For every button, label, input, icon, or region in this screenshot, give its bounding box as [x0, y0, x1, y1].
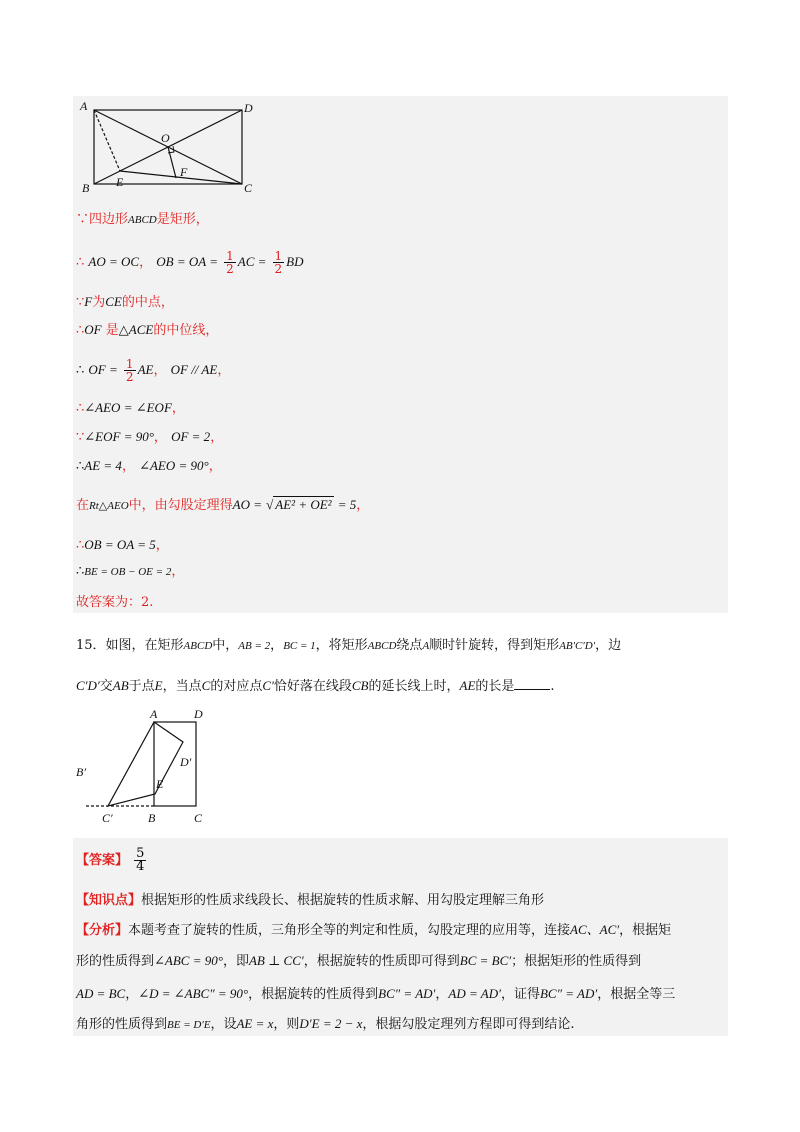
rect-ab-c-d-rotated: [108, 722, 183, 806]
solution-line-9: 在Rt△AEO中，由勾股定理得AO = √ AE² + OE² = 5，: [76, 497, 370, 513]
question-line-2: C′D′交AB于点E，当点C的对应点C′恰好落在线段CB的延长线上时，AE的长是 .: [76, 678, 555, 694]
figure-rectangle-diagonals: [76, 98, 266, 196]
answer-line: [76, 848, 148, 873]
label-c: C: [194, 811, 203, 825]
label-e: E: [116, 175, 124, 189]
label-c: C: [244, 181, 253, 195]
label-b-prime: B′: [76, 765, 86, 779]
analysis-line-4: 角形的性质得到BE = D′E，设AE = x，则D′E = 2 − x，根据勾股定理列方程即可得到结论.: [76, 1016, 575, 1032]
solution-line-10: ∴OB = OA = 5，: [76, 537, 169, 553]
label-b: B: [82, 181, 90, 195]
label-a: A: [80, 99, 88, 113]
solution-line-4: ∴OF 是△ACE的中位线，: [76, 322, 219, 338]
solution-line-1: ∵四边形ABCD是矩形，: [76, 212, 209, 227]
label-o: O: [161, 131, 170, 145]
solution-line-7: ∵∠EOF = 90°， OF = 2，: [76, 429, 224, 445]
label-b: B: [148, 811, 156, 825]
solution-line-8: ∴AE = 4， ∠AEO = 90°，: [76, 458, 222, 474]
sqrt-expression: √ AE² + OE²: [266, 497, 332, 512]
label-d: D: [244, 101, 253, 115]
label-f: F: [180, 165, 188, 179]
analysis-line-3: AD = BC，∠D = ∠ABC″ = 90°，根据旋转的性质得到BC″ = AD′，AD = AD′，证得BC″ = AD′，根据全等三: [76, 986, 676, 1002]
question-line-1: 15．如图，在矩形ABCD中，AB = 2，BC = 1，将矩形ABCD绕点A顺时针旋转，得到矩形AB′C′D′，边: [76, 638, 622, 653]
answer-fraction: $\frac{5}{4}$: [136, 846, 145, 874]
label-d-prime: D′: [180, 755, 192, 769]
label-a: A: [150, 707, 158, 721]
segment-ae-dashed: [94, 110, 120, 171]
solution-line-12: 故答案为：2.: [76, 595, 154, 610]
solution-line-6: ∴∠AEO = ∠EOF，: [76, 400, 185, 416]
fraction-half: $\frac{1}{2}$: [274, 249, 283, 276]
knowledge-line: 【知识点】根据矩形的性质求线段长、根据旋转的性质求解、用勾股定理解三角形: [76, 893, 545, 908]
solution-line-11: ∴BE = OB − OE = 2，: [76, 564, 185, 579]
fraction-half: $\frac{1}{2}$: [125, 357, 134, 384]
label-c-prime: C′: [102, 811, 113, 825]
analysis-line-2: 形的性质得到∠ABC = 90°，即AB ⊥ CC′，根据旋转的性质即可得到BC = BC′；根据矩形的性质得到: [76, 953, 642, 969]
analysis-line-1: 【分析】本题考查了旋转的性质，三角形全等的判定和性质，勾股定理的应用等，连接AC、AC′，根据矩: [76, 922, 672, 938]
solution-line-2: ∴ AO = OC， OB = OA = $\frac{1}{2}$ AC = $\frac{1}{2}$ BD: [76, 249, 304, 276]
segment-of: [168, 147, 176, 178]
fraction-half: $\frac{1}{2}$: [226, 249, 234, 276]
label-e: E: [156, 777, 164, 791]
solution-line-3: ∵F为CE的中点，: [76, 294, 174, 310]
solution-line-5: ∴ OF = $\frac{1}{2}$ AE， OF // AE，: [76, 357, 231, 384]
label-d: D: [194, 707, 203, 721]
answer-blank: [514, 689, 550, 690]
figure-rotated-rectangle: [76, 704, 226, 828]
answer-tag: 【答案】: [76, 853, 129, 868]
